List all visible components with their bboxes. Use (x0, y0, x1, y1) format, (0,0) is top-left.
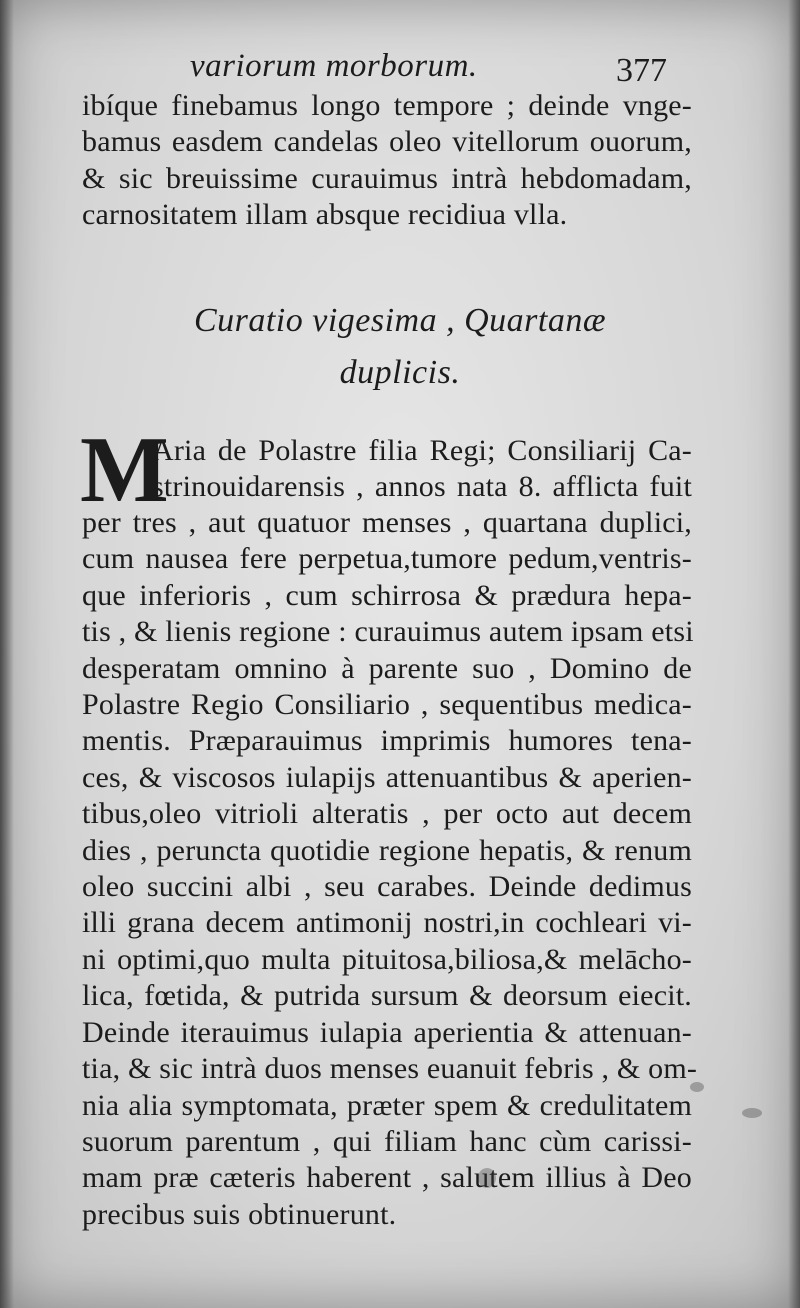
text-line: ibíque finebamus longo tempore ; deinde vnge- (82, 89, 692, 122)
text-line: Polastre Regio Consiliario , sequentibus medica- (82, 688, 692, 722)
body-first-lines (152, 433, 692, 506)
text-line: per tres , aut quatuor menses , quartana duplici, (82, 506, 692, 539)
text-line: bamus easdem candelas oleo vitellorum ouorum, (82, 125, 692, 159)
page-number: 377 (616, 52, 667, 89)
text-line: tis , & lienis regione : curauimus autem ipsam etsi (82, 615, 694, 649)
section-heading-line2: duplicis. (339, 354, 461, 391)
ink-blot (478, 1168, 496, 1188)
page-right-edge (788, 0, 800, 1308)
text-line: ces, & viscosos iulapijs attenuantibus & aperien- (82, 760, 692, 794)
text-line: strinouidarensis , annos nata 8. afflicta fuit (152, 470, 692, 504)
text-line: dies , peruncta quotidie regione hepatis, & renum (82, 833, 692, 867)
text-line: lica, fœtida, & putrida sursum & deorsum eiecit. (82, 979, 692, 1013)
top-paragraph (82, 88, 692, 234)
body-paragraph (82, 505, 698, 1233)
section-heading-line1: Curatio vigesima , Quartanæ (193, 302, 607, 339)
text-line: ni optimi,quo multa pituitosa,biliosa,& melācho- (82, 942, 692, 976)
text-line: tia, & sic intrà duos menses euanuit febris , & om- (82, 1052, 698, 1086)
text-line: & sic breuissime curauimus intrà hebdomadam, (82, 161, 692, 195)
running-head: variorum morborum. (190, 48, 478, 84)
page-left-edge (0, 0, 14, 1308)
text-line: mam præ cæteris haberent , salutem illius à Deo (82, 1161, 692, 1195)
text-line: tibus,oleo vitrioli alteratis , per octo aut decem (82, 797, 692, 831)
ink-blot (742, 1108, 762, 1118)
drop-cap: M (80, 418, 169, 522)
ink-blot (690, 1082, 704, 1092)
text-line: precibus suis obtinuerunt. (82, 1197, 397, 1231)
text-line: desperatam omnino à parente suo , Domino de (82, 651, 692, 685)
text-line: carnositatem illam absque recidiua vlla. (82, 198, 568, 232)
text-line: mentis. Præparauimus imprimis humores tena- (82, 724, 692, 758)
text-line: suorum parentum , qui filiam hanc cùm carissi- (82, 1124, 692, 1158)
text-line: que inferioris , cum schirrosa & prædura hepa- (82, 578, 692, 612)
text-line: illi grana decem antimonij nostri,in cochleari vi- (82, 906, 692, 940)
text-line: oleo succini albi , seu carabes. Deinde dedimus (82, 870, 692, 904)
text-line: Deinde iterauimus iulapia aperientia & attenuan- (82, 1015, 692, 1049)
text-line: Aria de Polastre filia Regi; Consiliarij Ca- (152, 434, 692, 467)
text-line: nia alia symptomata, præter spem & credulitatem (82, 1088, 692, 1122)
text-line: cum nausea fere perpetua,tumore pedum,ventris- (82, 542, 692, 576)
